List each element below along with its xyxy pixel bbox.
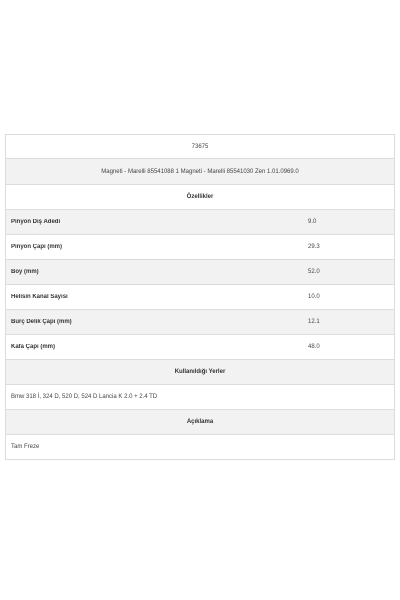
- product-code-row: [6, 134, 394, 158]
- compatibility-text: Magneti - Marelli 85541088 1 Magneti - Marelli 85541030 Zen 1.01.0969.0: [101, 168, 299, 175]
- spec-value: 12.1: [308, 319, 320, 325]
- spec-label: Boy (mm): [11, 269, 39, 275]
- compatibility-row: [6, 158, 394, 184]
- description-title: Açıklama: [186, 419, 214, 425]
- specs-header: [6, 184, 394, 209]
- spec-label: Burç Delik Çapı (mm): [11, 319, 72, 325]
- spec-label: Pinyon Diş Adedi: [11, 219, 61, 225]
- spec-value: 48.0: [308, 344, 320, 350]
- description-header: [6, 409, 394, 434]
- description-row: [6, 434, 394, 459]
- spec-row: [6, 284, 394, 309]
- usage-title: Kullanıldığı Yerler: [174, 369, 226, 375]
- spec-value: 29.3: [308, 244, 320, 250]
- spec-label: Kafa Çapı (mm): [11, 344, 56, 350]
- usage-text: Bmw 318 İ, 324 D, 520 D, 524 D Lancia K 2.0 + 2.4 TD: [11, 394, 158, 400]
- spec-label: Pinyon Çapı (mm): [11, 244, 63, 250]
- spec-row: [6, 234, 394, 259]
- spec-row: [6, 309, 394, 334]
- spec-value: 9.0: [308, 219, 317, 225]
- usage-row: [6, 384, 394, 409]
- usage-header: [6, 359, 394, 384]
- spec-row: [6, 209, 394, 234]
- spec-value: 52.0: [308, 269, 320, 275]
- spec-label: Helisin Kanal Sayısı: [11, 294, 68, 300]
- product-code: 73675: [191, 143, 209, 150]
- description-text: Tam Freze: [11, 444, 40, 450]
- spec-value: 10.0: [308, 294, 320, 300]
- spec-row: [6, 334, 394, 359]
- specs-title: Özellikler: [186, 194, 214, 200]
- spec-row: [6, 259, 394, 284]
- product-info-table: [5, 134, 395, 460]
